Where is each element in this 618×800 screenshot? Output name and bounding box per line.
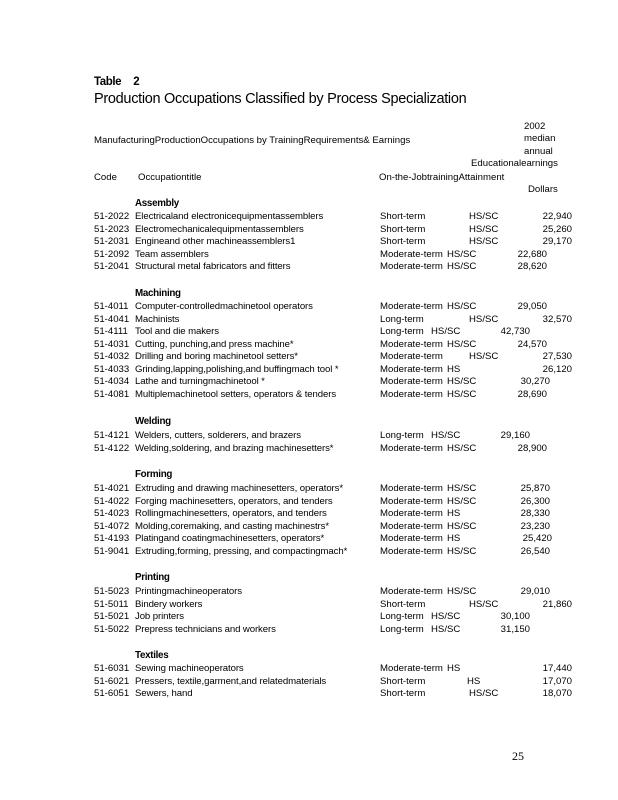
table-row [0,314,618,327]
median-earnings-header [524,121,555,158]
table-row [0,496,618,509]
training-requirement: Long-term [380,326,424,337]
occupation-title: Tool and die makers [135,326,219,337]
occupation-title: Extruding and drawing machinesetters, operators* [135,483,343,494]
table-row [0,249,618,262]
occupation-title: Multiplemachinetool setters, operators & tenders [135,388,337,400]
median-earnings: 29,170 [542,236,572,247]
table-row [0,533,618,546]
median-earnings: 22,680 [517,248,547,260]
occupation-title: Forging machinesetters, operators, and tenders [135,495,333,507]
occupation-code: 51-4111 [94,326,128,337]
table-row [0,688,618,701]
training-requirement: Moderate-term [380,261,443,272]
table-row [0,261,618,274]
occupation-code: 51-4081 [94,388,130,400]
educational-attainment: HS/SC [447,248,477,260]
educational-attainment: HS [447,363,461,375]
median-earnings: 24,570 [517,338,547,350]
occupation-title: Prepress technicians and workers [135,623,276,635]
table-row [0,443,618,456]
median-earnings: 22,940 [542,211,572,222]
table-row [0,211,618,224]
educational-attainment: HS/SC [447,495,477,507]
occupation-code: 51-2023 [94,223,130,235]
median-earnings: 25,420 [522,533,552,544]
occupation-title: Welding,soldering, and brazing machinesetters* [135,442,334,454]
training-requirement: Moderate-term [380,338,443,350]
educational-attainment: HS/SC [447,388,477,400]
training-requirement: Long-term [380,430,424,441]
occupation-code: 51-5021 [94,611,130,622]
training-requirement: Long-term [380,611,424,622]
median-earnings: 29,010 [520,586,550,597]
occupation-title: Sewers, hand [135,688,193,699]
occupation-title: Drilling and boring machinetool setters* [135,351,298,362]
training-requirement: Moderate-term [380,376,443,387]
training-requirement: Short-term [380,598,426,610]
educational-attainment: HS/SC [447,261,477,272]
occupation-title: Rollingmachinesetters, operators, and tenders [135,508,327,519]
table-row [0,301,618,314]
educational-attainment: HS/SC [447,483,477,494]
educational-attainment: HS/SC [431,623,461,635]
occupation-code: 51-2031 [94,236,130,247]
occupation-code: 51-4033 [94,363,130,375]
training-requirement: Moderate-term [380,495,443,507]
occupation-code: 51-2041 [94,261,130,272]
header-dollars: Dollars [528,184,558,195]
median-earnings: 18,070 [542,688,572,699]
educational-attainment: HS/SC [469,223,499,235]
training-requirement: Moderate-term [380,508,443,519]
educational-attainment: HS/SC [431,611,461,622]
occupation-title: Engineand other machineassemblers1 [135,236,296,247]
training-requirement: Moderate-term [380,663,443,674]
occupation-code: 51-4032 [94,351,130,362]
table-row [0,364,618,377]
median-earnings: 32,570 [542,313,572,325]
median-earnings: 26,120 [542,363,572,375]
occupation-title: Sewing machineoperators [135,663,244,674]
occupation-title: Printingmachineoperators [135,586,242,597]
occupation-title: Machinists [135,313,180,325]
table-row [0,351,618,364]
header-code: Code [94,172,117,183]
training-requirement: Moderate-term [380,363,443,375]
occupation-code: 51-4041 [94,313,130,325]
median-earnings: 29,050 [517,301,547,312]
educational-attainment: HS/SC [431,430,461,441]
header-occupation: Occupationtitle [138,172,202,183]
occupation-title: Pressers, textile,garment,and relatedmaterials [135,675,327,687]
educational-attainment: HS/SC [469,598,499,610]
occupation-code: 51-6051 [94,688,130,699]
table-row [0,676,618,689]
training-requirement: Moderate-term [380,388,443,400]
educational-attainment: HS/SC [447,338,477,350]
training-requirement: Short-term [380,223,426,235]
table-row [0,236,618,249]
training-requirement: Moderate-term [380,248,443,260]
educational-attainment: HS/SC [447,442,477,454]
header-line-year: 2002 [524,121,546,132]
header-educ-earnings: Educationalearnings [471,158,558,169]
occupation-code: 51-6031 [94,663,130,674]
educational-attainment: HS/SC [469,211,499,222]
educational-attainment: HS/SC [469,313,499,325]
educational-attainment: HS/SC [447,586,477,597]
educational-attainment: HS/SC [469,236,499,247]
educational-attainment: HS/SC [447,520,477,532]
educational-attainment: HS/SC [447,376,477,387]
training-requirement: Long-term [380,313,424,325]
table-label [94,76,139,88]
educational-attainment: HS [467,675,481,687]
median-earnings: 25,260 [542,223,572,235]
occupation-code: 51-5023 [94,586,130,597]
training-requirement: Short-term [380,236,426,247]
occupation-code: 51-4193 [94,533,130,544]
table-row [0,508,618,521]
occupation-code: 51-5022 [94,623,130,635]
median-earnings: 28,900 [517,442,547,454]
header-training-attainment: On-the-JobtrainingAttainment [379,172,505,183]
table-row [0,224,618,237]
table-row [0,611,618,624]
occupation-code: 51-4072 [94,520,130,532]
occupation-title: Extruding,forming, pressing, and compactingmach* [135,545,348,557]
occupation-title: Grinding,lapping,polishing,and buffingmach tool * [135,363,339,375]
occupation-title: Cutting, punching,and press machine* [135,338,294,350]
table-row [0,624,618,637]
occupation-code: 51-9041 [94,545,130,557]
page-number: 25 [512,749,524,763]
table-row [0,376,618,389]
training-requirement: Moderate-term [380,301,443,312]
occupation-code: 51-2022 [94,211,130,222]
table-row [0,599,618,612]
table-row [0,521,618,534]
educational-attainment: HS/SC [469,688,499,699]
occupation-title: Molding,coremaking, and casting machinestrs* [135,520,329,532]
section-heading: Textiles [135,650,169,661]
training-requirement: Moderate-term [380,351,443,362]
median-earnings: 25,870 [520,483,550,494]
table-row [0,326,618,339]
table-row [0,483,618,496]
educational-attainment: HS [447,663,461,674]
occupation-title: Structural metal fabricators and fitters [135,261,291,272]
occupation-code: 51-2092 [94,248,130,260]
median-earnings: 28,620 [517,261,547,272]
table-row [0,430,618,443]
section-heading: Welding [135,416,171,427]
training-requirement: Short-term [380,688,426,699]
occupation-title: Bindery workers [135,598,203,610]
occupation-code: 51-4021 [94,483,130,494]
training-requirement: Moderate-term [380,483,443,494]
training-requirement: Moderate-term [380,586,443,597]
table-title: Production Occupations Classified by Process Specialization [94,91,467,107]
occupation-title: Job printers [135,611,184,622]
table-row [0,339,618,352]
table-row [0,663,618,676]
occupation-title: Team assemblers [135,248,209,260]
median-earnings: 26,300 [520,495,550,507]
occupation-title: Welders, cutters, solderers, and brazers [135,430,301,441]
occupation-title: Lathe and turningmachinetool * [135,376,265,387]
table-number: 2 [133,76,140,88]
occupation-code: 51-4022 [94,495,130,507]
median-earnings: 30,270 [520,376,550,387]
header-line-median: median [524,133,556,145]
training-requirement: Moderate-term [380,533,443,544]
educational-attainment: HS/SC [469,351,499,362]
occupation-code: 51-4034 [94,376,130,387]
occupation-title: Electromechanicalequipmentassemblers [135,223,304,235]
section-heading: Machining [135,288,181,299]
educational-attainment: HS/SC [447,301,477,312]
occupation-code: 51-6021 [94,675,130,687]
occupation-code: 51-5011 [94,598,129,610]
median-earnings: 31,150 [500,623,530,635]
training-requirement: Moderate-term [380,442,443,454]
section-heading: Printing [135,572,170,583]
table-label-word: Table [94,76,122,88]
median-earnings: 28,330 [520,508,550,519]
median-earnings: 23,230 [520,520,550,532]
occupation-title: Electricaland electronicequipmentassemblers [135,211,324,222]
table-row [0,546,618,559]
median-earnings: 29,160 [500,430,530,441]
occupation-code: 51-4122 [94,442,130,454]
occupation-code: 51-4011 [94,301,129,312]
occupation-title: Computer-controlledmachinetool operators [135,301,313,312]
table-row [0,586,618,599]
occupation-code: 51-4031 [94,338,130,350]
median-earnings: 17,070 [542,675,572,687]
educational-attainment: HS/SC [431,326,461,337]
header-line-annual: annual [524,145,553,157]
median-earnings: 26,540 [520,545,550,557]
section-heading: Assembly [135,198,179,209]
occupation-code: 51-4121 [94,430,130,441]
occupation-code: 51-4023 [94,508,130,519]
training-requirement: Short-term [380,211,426,222]
median-earnings: 28,690 [517,388,547,400]
table-row [0,389,618,402]
section-heading: Forming [135,469,173,480]
educational-attainment: HS [447,533,461,544]
median-earnings: 30,100 [500,611,530,622]
training-requirement: Short-term [380,675,426,687]
training-requirement: Moderate-term [380,520,443,532]
educational-attainment: HS [447,508,461,519]
training-requirement: Long-term [380,623,424,635]
educational-attainment: HS/SC [447,545,477,557]
median-earnings: 17,440 [542,663,572,674]
median-earnings: 42,730 [500,326,530,337]
median-earnings: 27,530 [542,351,572,362]
table-subtitle: ManufacturingProductionOccupations by TrainingRequirements& Earnings [94,135,411,146]
occupation-title: Platingand coatingmachinesetters, operators* [135,533,325,544]
training-requirement: Moderate-term [380,545,443,557]
median-earnings: 21,860 [542,598,572,610]
